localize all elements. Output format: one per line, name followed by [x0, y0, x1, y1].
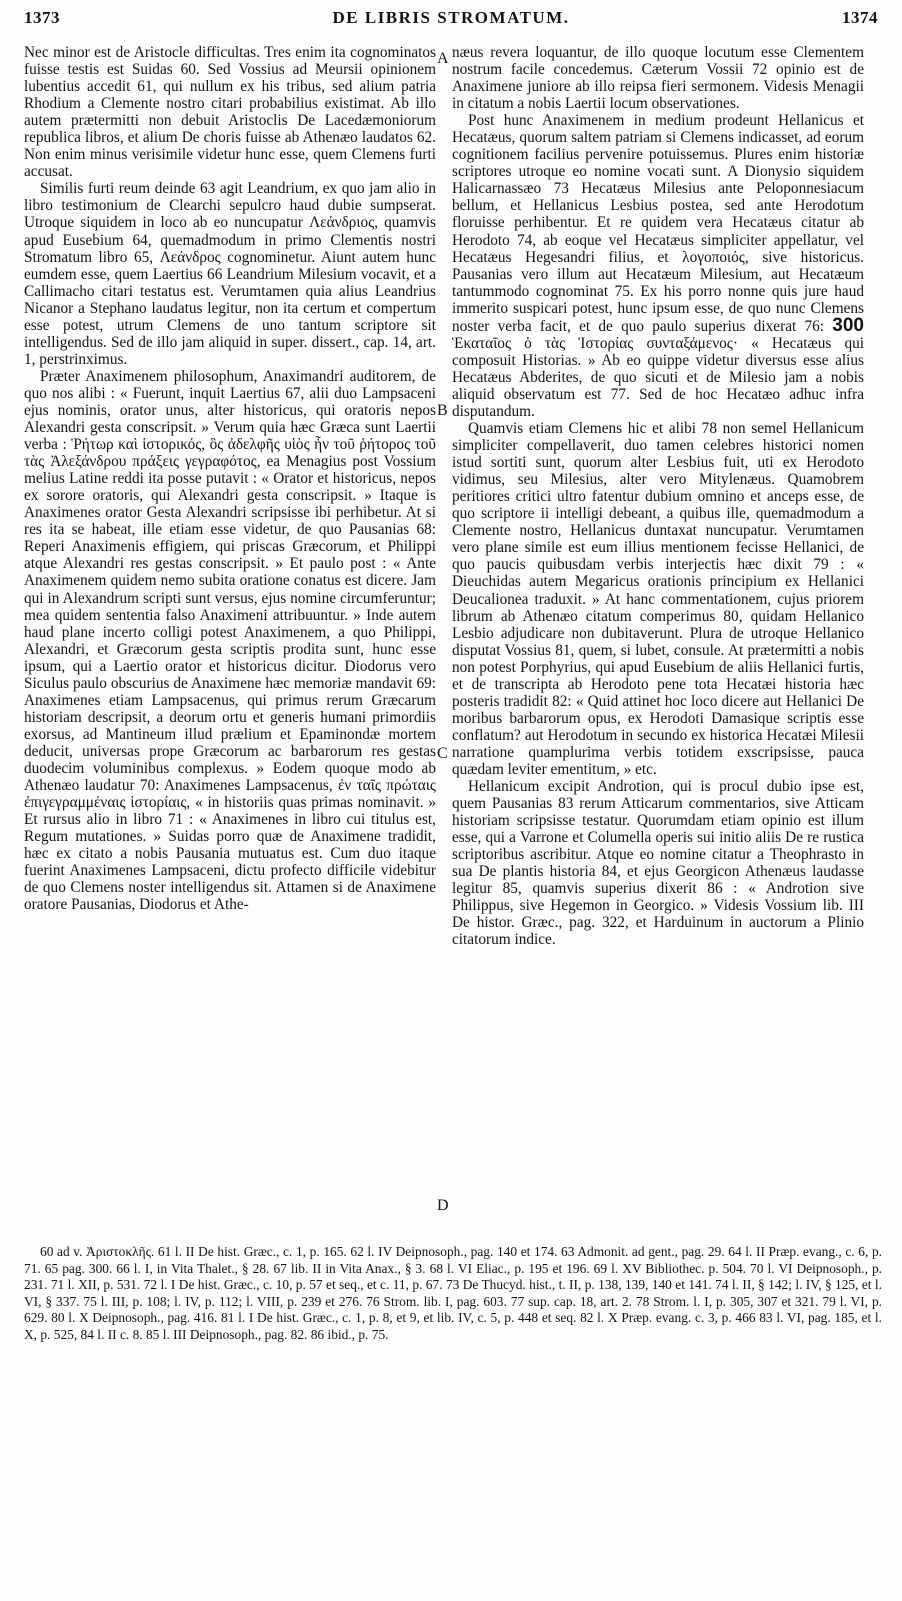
left-column	[24, 44, 436, 1232]
paragraph-text: Ἑκαταῖος ὁ τὰς Ἱστορίας συνταξάμενος· « Hecatæus qui composuit Historias. » Ab eo quippe videtur diversus esse alius Hecatæus Abderites, de quo sicuti et de Milesio jam a nobis aliquid observatum est 77. Sed de hoc Hecatæo adhuc infra disputandum.	[452, 334, 864, 420]
running-title: DE LIBRIS STROMATUM.	[332, 8, 570, 27]
page-header	[0, 8, 902, 34]
page-ref-number: 300	[832, 314, 864, 336]
right-column	[452, 44, 864, 1232]
margin-mark-c: C	[437, 745, 448, 762]
paragraph	[452, 112, 864, 420]
paragraph: næus revera loquantur, de illo quoque locutum esse Clementem nostrum facile concedemus. Cæterum Vossii 72 opinio est de Anaximene juniore ab illo reipsa fieri sermonem. Videsis Menagii in citatum a nobis Laertii locum observationes.	[452, 44, 864, 113]
margin-mark-a: A	[437, 50, 449, 67]
paragraph: Nec minor est de Aristocle difficultas. Tres enim ita cognominatos fuisse testis est Suidas 60. Sed Vossius ad Meursii opinionem lubentius accedit 61, qui nullum ex his tribus, sed alium patria Rhodium a Clemente nostro citari probabilius existimat. Ab illo autem prætermitti non debuit Aristoclis De Lacedæmoniorum republica libros, et alium De choris fuisse ab Athenæo laudatos 62. Non enim minus verisimile videtur hunc esse, quem Clemens furti accusat.	[24, 44, 436, 181]
margin-mark-d: D	[437, 1197, 449, 1214]
margin-mark-b: B	[437, 402, 448, 419]
footnotes	[24, 1244, 882, 1474]
column-number-right: 1374	[842, 8, 878, 27]
column-number-left: 1373	[24, 8, 60, 27]
paragraph-text: Post hunc Anaximenem in medium prodeunt Hellanicus et Hecatæus, quorum saltem patriam si Clemens indicasset, ad eorum cognitionem facilius pervenire potuissemus. Plures enim historiæ scriptores utroque eo nomine vocati sunt. A Dionysio siquidem Halicarnassæo 73 Hecatæus Milesius ante Peloponnesiacum bellum, et Hellanicus Lesbius postea, sed ante Herodotum floruisse perhibentur. Et re quidem vera Hecatæus citatur ab Herodoto 74, ab eoque vel Hecatæus simpliciter appellatur, vel Hecatæus Hegesandri filius, et λογοποιός, sive historicus. Pausanias vero illum aut Hecatæum Milesium, aut Hecatæum tantummodo cognominat 75. Ex his porro nonne quis jure haud immerito suspicari potest, hunc ipsum esse, de quo nunc Clemens noster verba facit, et de quo paulo superius dixerat 76:	[452, 112, 864, 335]
footnote-text: 60 ad v. Ἀριστοκλῆς. 61 l. II De hist. Græc., c. 1, p. 165. 62 l. IV Deipnosoph., pag. 140 et 174. 63 Admonit. ad gent., pag. 29. 64 l. II Præp. evang., c. 6, p. 71. 65 pag. 300. 66 l. I, in Vita Thalet., § 28. 67 lib. II in Vita Anax., § 3. 68 l. VI Eliac., p. 195 et 196. 69 l. XV Bibliothec. p. 504. 70 l. VI Deipnosoph., p. 231. 71 l. XII, p. 531. 72 l. I De hist. Græc., c. 10, p. 57 et seq., et c. 11, p. 67. 73 De Thucyd. hist., t. II, p. 138, 139, 140 et 141. 74 l. II, § 142; l. IV, § 125, et l. VI, § 337. 75 l. III, p. 108; l. IV, p. 112; l. VIII, p. 239 et 276. 76 Strom. lib. I, pag. 603. 77 sup. cap. 18, art. 2. 78 Strom. l. I, p. 305, 307 et 321. 79 l. VI, p. 629. 80 l. X Deipnosoph., pag. 416. 81 l. I De hist. Græc., c. 1, p. 8, et 9, et lib. IV, c. 5, p. 448 et seq. 82 l. X Præp. evang. c. 3, p. 466 83 l. VI, pag. 185, et l. X, p. 525, 84 l. II c. 8. 85 l. III Deipnosoph., pag. 82. 86 ibid., p. 75.	[24, 1244, 882, 1342]
paragraph: Quamvis etiam Clemens hic et alibi 78 non semel Hellanicum simpliciter compellaverit, duo tamen celebres historici nomen istud sortiti sunt, quorum alter Lesbius fuit, uti ex Herodoto vidimus, seu Milesius, alter vero Mitylenæus. Quamobrem peritiores critici ultro fatentur dubium omnino et anceps esse, de quo scriptore ii intelligi debeant, a quibus ille, quemadmodum a Clemente nostro, Hellanicus duntaxat nuncupatur. Verumtamen vero plane simile est eum illius mentionem fecisse Hellanici, de quo paucis quibusdam verbis interjectis hæc dixit 79 : « Dieuchidas autem Megaricus orationis principium ex Hellanici Deucalionea traduxit. » At hanc commentationem, cujus priorem librum ab Athenæo citatum comperimus 80, quidam Hellanico Lesbio adjudicare non dubitaverunt. Plura de utroque Hellanico disputat Vossius 81, quem, si lubet, consule. At prætermitti a nobis non potest Porphyrius, qui apud Eusebium de aliis Hellanici furtis, et de transcripta ab Herodoto pene tota Hecatæi historia hæc posteris tradidit 82: « Quid attinet hoc loco dicere aut Hellanici De moribus barbarorum opus, ex Herodoti Damasique scriptis esse conflatum? aut Herodotum in secundo ex historica Hecatæi Milesii narratione quamplurima verbis totidem exscripsisse, pauca quædam leviter ementitum, » etc.	[452, 420, 864, 778]
paragraph: Similis furti reum deinde 63 agit Leandrium, ex quo jam alio in libro testimonium de Clearchi sepulcro haud dubie sumpserat. Utroque siquidem in loco ab eo nuncupatur Λεάνδριος, quamvis apud Eusebium 64, quemadmodum in primo Clementis nostri Stromatum libro 65, Λεάνδρος cognominetur. Aiunt autem hunc eumdem esse, quem Laertius 66 Leandrium Milesium vocavit, et a Callimacho citari testatus est. Verumtamen quia alius Leandrius Nicanor a Stephano laudatus legitur, non ita certum et compertum esse potest, utrum Clemens de uno tantum scriptore sit intelligendus. Sed de illo jam aliquid in super. dissert., cap. 14, art. 1, perstrinximus.	[24, 180, 436, 368]
paragraph: Hellanicum excipit Androtion, qui is procul dubio ipse est, quem Pausanias 83 rerum Atticarum commentarios, sive Atticam historiam scripsisse testatur. Quorumdam etiam opinio est illum esse, qui a Varrone et Columella operis sui initio aliis De re rustica scriptoribus ascribitur. Atque eo nomine citatur a Theophrasto in sua De plantis historia 84, et ejus Georgicon Athenæus laudasse legitur 85, quamvis superius dixerit 86 : « Androtion sive Philippus, sive Hegemon in Georgico. » Videsis Vossium lib. III De histor. Græc., pag. 322, et Harduinum in auctorum a Plinio citatorum indice.	[452, 778, 864, 949]
paragraph: Præter Anaximenem philosophum, Anaximandri auditorem, de quo nos alibi : « Fuerunt, inquit Laertius 67, alii duo Lampsaceni ejus nominis, orator unus, alter historicus, qui oratoris nepos Alexandri gesta conscripsit. » Verum quia hæc Græca sunt Laertii verba : Ῥήτωρ καὶ ἱστορικός, ὃς ἀδελφῆς υἱὸς ἦν τοῦ ῥήτορος τοῦ τὰς Ἀλεξάνδρου πράξεις γεγραφότος, ea Menagius post Vossium melius Latine reddi ita posse putavit : « Orator et historicus, nepos ex sorore oratoris, qui Alexandri gesta conscripsit. » Itaque is Anaximenes orator Gesta Alexandri scripsisse ibi perhibetur. At si res ita se habeat, ille etiam esse videtur, de quo Pausanias 68: Reperi Anaximenis effigiem, qui priscas Græcorum, et Philippi atque Alexandri res gestas conscripsit. » Et paulo post : « Ante Anaximenem quidem nemo subita oratione conatus est dicere. Jam qui in Alexandrum scripti sunt versus, ejus nomine circumferuntur; mea quidem sententia falso Anaximeni attribuuntur. » Inde autem haud plane incerto colligi potest Anaximenem, a quo Philippi, Alexandri, et Græcorum gesta scriptis prodita sunt, hunc esse ipsum, qui a Laertio orator et historicus dicitur. Diodorus vero Siculus paulo obscurius de Anaximene hæc memoriæ mandavit 69: Anaximenes etiam Lampsacenus, qui primus rerum Græcarum historiam descripsit, a deorum ortu et generis humani primordiis exorsus, ad Mantineum illud prælium et Epaminondæ mortem deducit, universas prope Græcorum ac barbarorum res gestas duodecim voluminibus complexus. » Eodem quoque modo ab Athenæo laudatur 70: Anaximenes Lampsacenus, ἐν ταῖς πρώταις ἐπιγεγραμμέναις ἱστορίαις, « in historiis quas primas nominavit. » Et rursus alio in libro 71 : « Anaximenes in libro cui titulus est, Regum mutationes. » Suidas porro quæ de Anaximene tradidit, hæc ex citato a nobis Pausania mutuatus est. Cum duo itaque fuerint Anaximenes Lampsaceni, dictu profecto difficile videbitur de quo Clemens noster intelligendus sit. Attamen si de Anaximene oratore Pausanias, Diodorus et Athe-	[24, 367, 436, 914]
